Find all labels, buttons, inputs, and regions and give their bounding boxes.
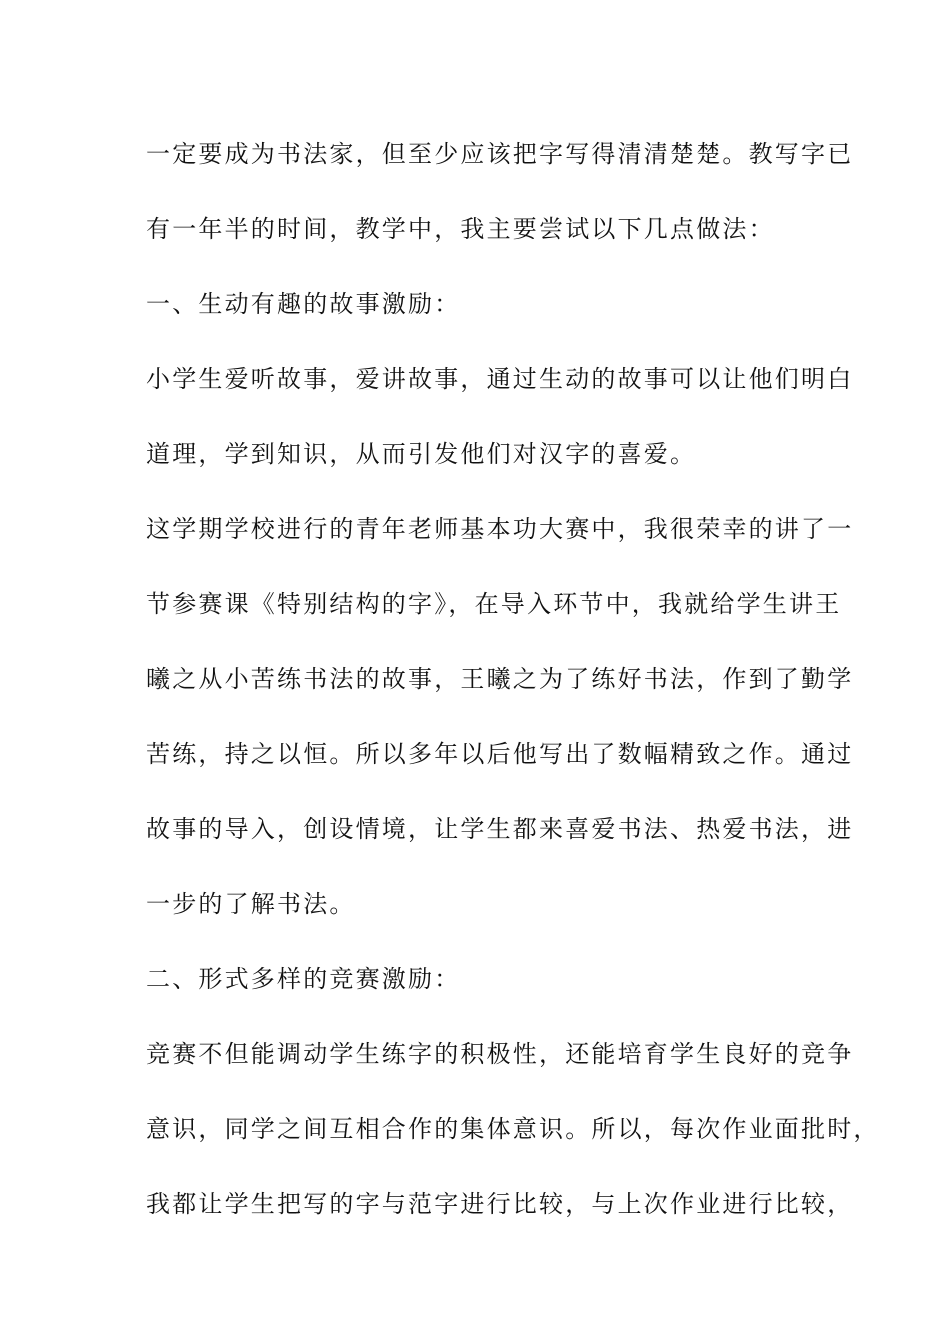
body-text-line: 这学期学校进行的青年老师基本功大赛中，我很荣幸的讲了一: [146, 515, 854, 543]
body-text-line: 有一年半的时间，教学中，我主要尝试以下几点做法：: [146, 215, 775, 243]
body-text-line: 故事的导入，创设情境，让学生都来喜爱书法、热爱书法，进: [146, 815, 854, 843]
body-text-line: 我都让学生把写的字与范字进行比较，与上次作业进行比较，: [146, 1190, 854, 1218]
body-text-line: 节参赛课《特别结构的字》，在导入环节中，我就给学生讲王: [146, 590, 842, 618]
body-text-line: 小学生爱听故事，爱讲故事，通过生动的故事可以让他们明白: [146, 365, 854, 393]
section-heading: 二、形式多样的竞赛激励：: [146, 965, 461, 993]
body-text-line: 苦练，持之以恒。所以多年以后他写出了数幅精致之作。通过: [146, 740, 854, 768]
body-text-line: 一定要成为书法家，但至少应该把字写得清清楚楚。教写字已: [146, 140, 854, 168]
body-text-line: 竞赛不但能调动学生练字的积极性，还能培育学生良好的竞争: [146, 1040, 854, 1068]
body-text-line: 一步的了解书法。: [146, 890, 356, 918]
body-text-line: 意识，同学之间互相合作的集体意识。所以，每次作业面批时，: [146, 1115, 880, 1143]
body-text-line: 曦之从小苦练书法的故事，王曦之为了练好书法，作到了勤学: [146, 665, 854, 693]
body-text-line: 道理，学到知识，从而引发他们对汉字的喜爱。: [146, 440, 697, 468]
section-heading: 一、生动有趣的故事激励：: [146, 290, 461, 318]
